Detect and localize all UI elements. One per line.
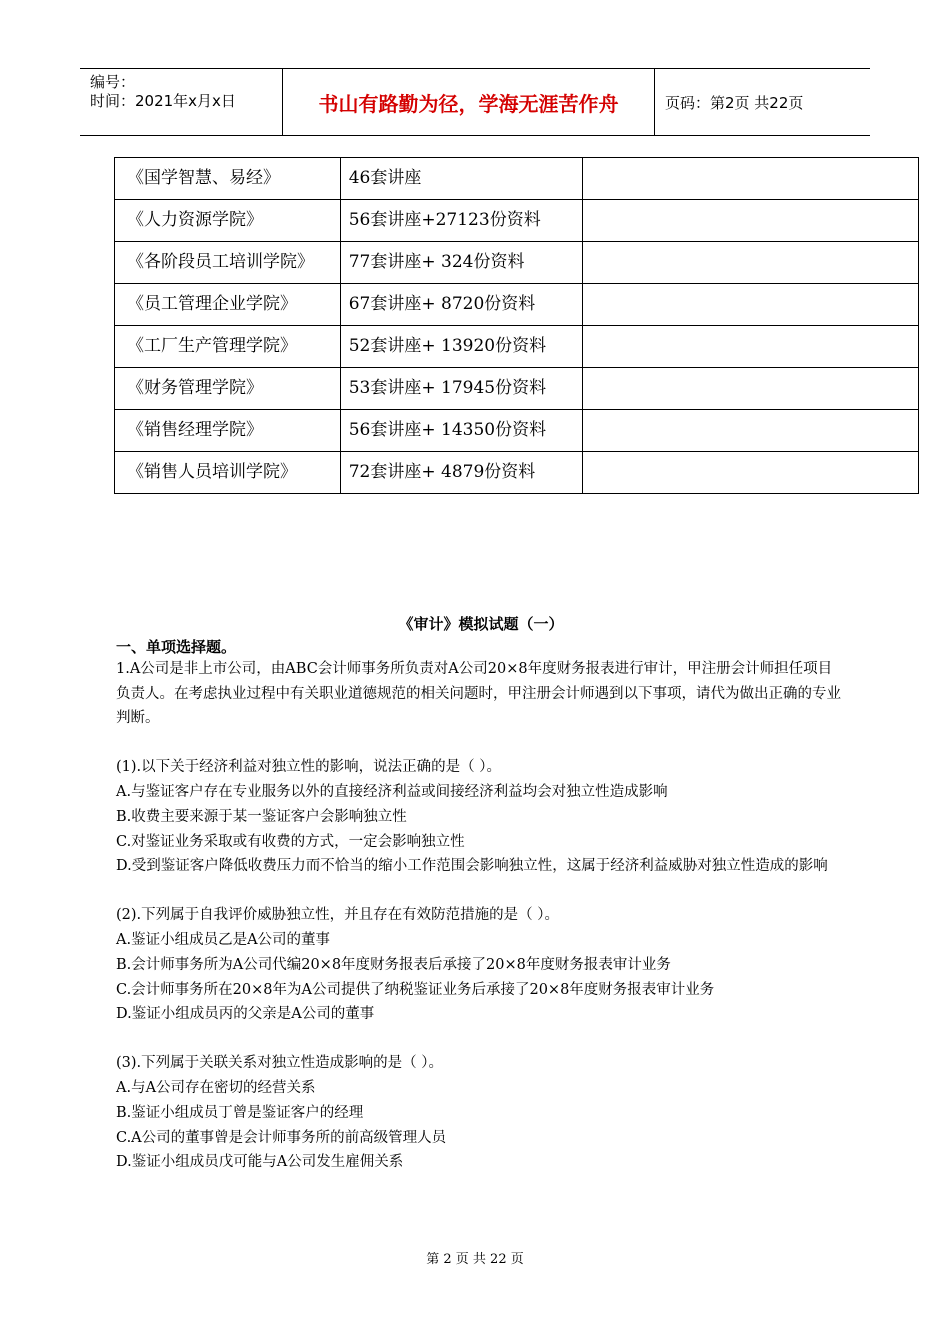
course-content-cell: 56套讲座+27123份资料 xyxy=(340,200,583,242)
question-stem: (1).以下关于经济利益对独立性的影响，说法正确的是（ ）。 xyxy=(116,759,502,776)
course-name-cell: 《工厂生产管理学院》 xyxy=(115,326,341,368)
course-content-cell: 52套讲座+ 13920份资料 xyxy=(340,326,583,368)
question-option: D.鉴证小组成员戊可能与A公司发生雇佣关系 xyxy=(116,1154,404,1171)
question-option: D.鉴证小组成员丙的父亲是A公司的董事 xyxy=(116,1006,375,1023)
course-name-cell: 《国学智慧、易经》 xyxy=(115,158,341,200)
number-label: 编号： xyxy=(90,73,136,91)
course-content-cell: 56套讲座+ 14350份资料 xyxy=(340,410,583,452)
question-option: B.会计师事务所为A公司代编20×8年度财务报表后承接了20×8年度财务报表审计业务 xyxy=(116,956,671,973)
question-option: A.鉴证小组成员乙是A公司的董事 xyxy=(116,931,331,948)
course-note-cell xyxy=(583,242,919,284)
page-header xyxy=(80,68,870,136)
section-heading: 一、单项选择题。 xyxy=(116,637,237,656)
page-footer: 第 2 页 共 22 页 xyxy=(426,1252,524,1267)
course-name-cell: 《员工管理企业学院》 xyxy=(115,284,341,326)
header-motto: 书山有路勤为径，学海无涯苦作舟 xyxy=(283,69,655,135)
question-stem: (2).下列属于自我评价威胁独立性，并且存在有效防范措施的是（ ）。 xyxy=(116,907,560,924)
question-list xyxy=(116,731,846,1175)
course-name-cell: 《销售经理学院》 xyxy=(115,410,341,452)
course-note-cell xyxy=(583,200,919,242)
spacer xyxy=(116,731,846,755)
question-option: C.A公司的董事曾是会计师事务所的前高级管理人员 xyxy=(116,1129,447,1146)
table-row xyxy=(115,368,919,410)
course-note-cell xyxy=(583,326,919,368)
course-note-cell xyxy=(583,452,919,494)
question-option: A.与鉴证客户存在专业服务以外的直接经济利益或间接经济利益均会对独立性造成影响 xyxy=(116,783,668,800)
course-catalog-table xyxy=(114,157,919,494)
spacer xyxy=(116,1027,846,1051)
table-row xyxy=(115,284,919,326)
table-row xyxy=(115,200,919,242)
course-note-cell xyxy=(583,410,919,452)
table-row xyxy=(115,326,919,368)
table-row xyxy=(115,242,919,284)
exam-content xyxy=(116,612,846,1175)
header-page-info: 页码：第2页 共22页 xyxy=(665,93,804,112)
course-note-cell xyxy=(583,284,919,326)
question-option: C.会计师事务所在20×8年为A公司提供了纳税鉴证业务后承接了20×8年度财务报表审计业务 xyxy=(116,981,715,998)
question-stem: (3).下列属于关联关系对独立性造成影响的是（ ）。 xyxy=(116,1055,444,1072)
course-content-cell: 46套讲座 xyxy=(340,158,583,200)
course-content-cell: 72套讲座+ 4879份资料 xyxy=(340,452,583,494)
table-row xyxy=(115,452,919,494)
table-row xyxy=(115,158,919,200)
question-option: A.与A公司存在密切的经营关系 xyxy=(116,1079,316,1096)
question-option: B.收费主要来源于某一鉴证客户会影响独立性 xyxy=(116,808,407,825)
course-content-cell: 53套讲座+ 17945份资料 xyxy=(340,368,583,410)
course-name-cell: 《各阶段员工培训学院》 xyxy=(115,242,341,284)
question-option: D.受到鉴证客户降低收费压力而不恰当的缩小工作范围会影响独立性，这属于经济利益威胁对独立性造成的影响 xyxy=(116,858,828,875)
time-label: 时间：2021年x月x日 xyxy=(90,92,236,110)
course-content-cell: 67套讲座+ 8720份资料 xyxy=(340,284,583,326)
spacer xyxy=(116,879,846,903)
table-row xyxy=(115,410,919,452)
course-content-cell: 77套讲座+ 324份资料 xyxy=(340,242,583,284)
course-note-cell xyxy=(583,368,919,410)
course-name-cell: 《人力资源学院》 xyxy=(115,200,341,242)
question-option: B.鉴证小组成员丁曾是鉴证客户的经理 xyxy=(116,1104,364,1121)
course-note-cell xyxy=(583,158,919,200)
exam-title: 《审计》模拟试题（一） xyxy=(398,615,564,633)
question-intro: 1.A公司是非上市公司，由ABC会计师事务所负责对A公司20×8年度财务报表进行审计，甲注册会计师担任项目负责人。在考虑执业过程中有关职业道德规范的相关问题时，甲注册会计师遇到以下事项，请代为做出正确的专业判断。 xyxy=(116,660,841,727)
course-name-cell: 《销售人员培训学院》 xyxy=(115,452,341,494)
course-name-cell: 《财务管理学院》 xyxy=(115,368,341,410)
header-meta xyxy=(80,69,283,135)
question-option: C.对鉴证业务采取或有收费的方式，一定会影响独立性 xyxy=(116,833,465,850)
